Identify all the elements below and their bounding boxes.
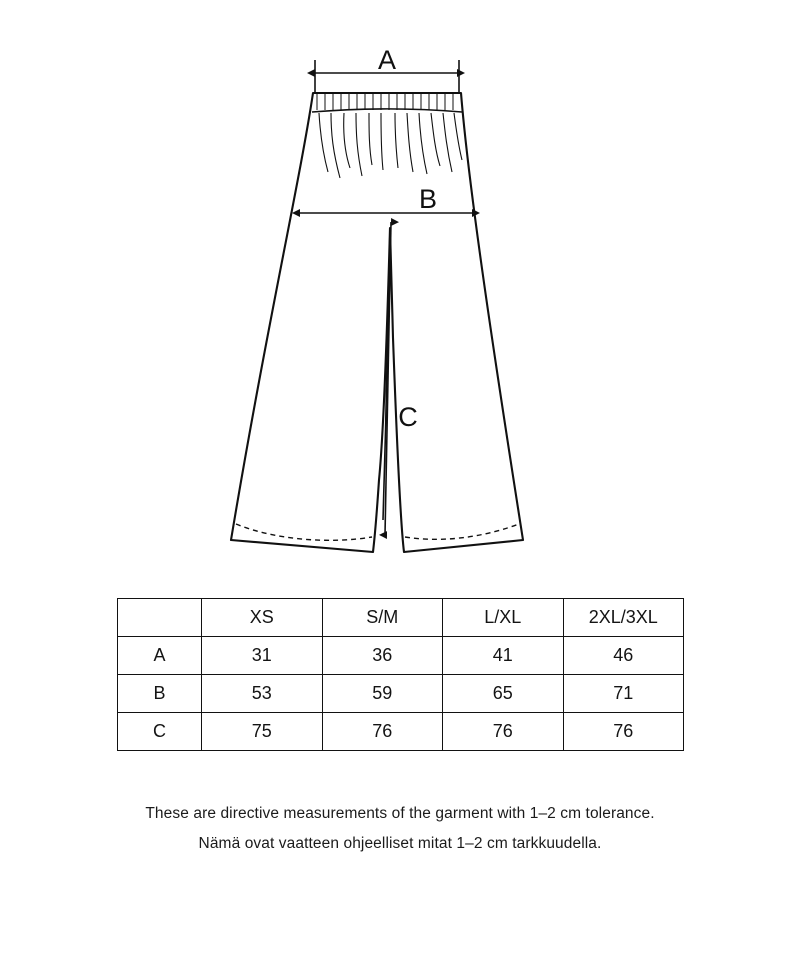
table-row <box>118 713 684 751</box>
gather-drape-lines <box>319 113 462 178</box>
table-corner-cell <box>118 599 202 637</box>
dimension-label-c: C <box>398 402 418 433</box>
table-column-header: L/XL <box>443 599 564 637</box>
size-measurement-table <box>117 598 684 751</box>
note-finnish: Nämä ovat vaatteen ohjeelliset mitat 1–2 cm tarkkuudella. <box>198 835 602 852</box>
table-cell: 76 <box>322 713 443 751</box>
table-row-header: B <box>118 675 202 713</box>
table-cell: 71 <box>563 675 684 713</box>
table-cell: 75 <box>202 713 323 751</box>
table-column-header: 2XL/3XL <box>563 599 684 637</box>
table-cell: 59 <box>322 675 443 713</box>
table-cell: 53 <box>202 675 323 713</box>
table-header-row <box>118 599 684 637</box>
table-cell: 41 <box>443 637 564 675</box>
table-row <box>118 675 684 713</box>
waistband <box>312 93 462 112</box>
measurement-notes <box>0 805 800 865</box>
waistband-gather-ticks <box>317 94 453 110</box>
dimension-label-a: A <box>377 45 397 76</box>
table-cell: 76 <box>443 713 564 751</box>
table-row <box>118 637 684 675</box>
table-column-header: S/M <box>322 599 443 637</box>
table-cell: 76 <box>563 713 684 751</box>
dimension-label-b: B <box>418 184 438 215</box>
hem-stitching <box>236 524 519 540</box>
table-column-header: XS <box>202 599 323 637</box>
table-cell: 65 <box>443 675 564 713</box>
note-english: These are directive measurements of the garment with 1–2 cm tolerance. <box>145 805 655 822</box>
table-row-header: C <box>118 713 202 751</box>
table-cell: 36 <box>322 637 443 675</box>
trouser-outline <box>231 93 523 552</box>
table-row-header: A <box>118 637 202 675</box>
table-cell: 31 <box>202 637 323 675</box>
table-cell: 46 <box>563 637 684 675</box>
